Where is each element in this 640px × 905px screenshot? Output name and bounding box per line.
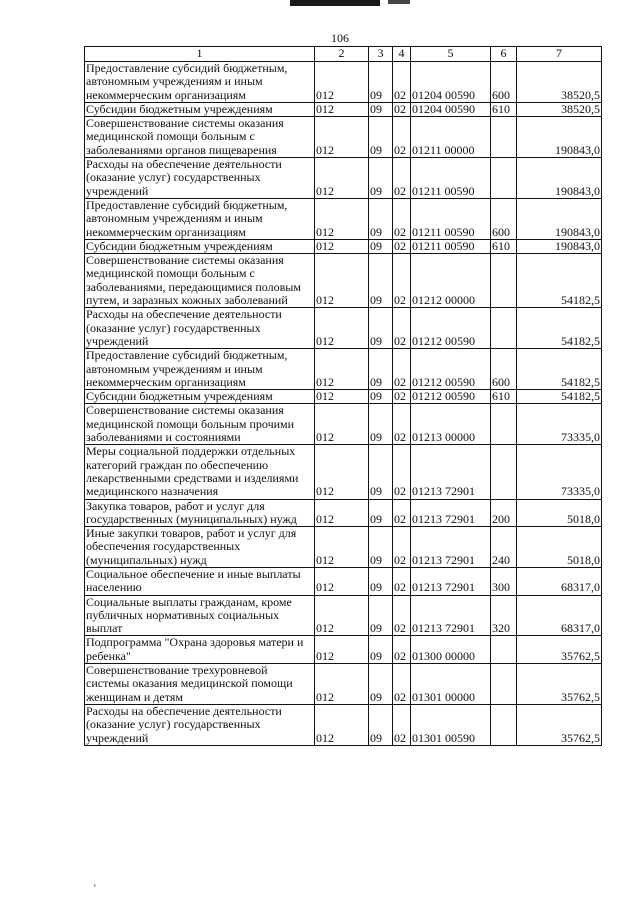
table-row [85, 527, 602, 568]
ministry-code-cell: 012 [315, 158, 369, 199]
target-article-cell: 01211 00590 [411, 158, 491, 199]
budget-table [84, 46, 602, 746]
table-body [85, 62, 602, 746]
subsection-code-cell: 02 [393, 567, 411, 595]
subsection-code-cell: 02 [393, 158, 411, 199]
amount-cell: 73335,0 [517, 404, 602, 445]
row-name-cell: Субсидии бюджетным учреждениям [85, 390, 315, 404]
section-code-cell: 09 [369, 254, 393, 308]
row-name-cell: Расходы на обеспечение деятельности (оказание услуг) государственных учреждений [85, 308, 315, 349]
subsection-code-cell: 02 [393, 102, 411, 116]
page-number: 106 [331, 31, 349, 45]
amount-cell: 35762,5 [517, 664, 602, 705]
section-code-cell: 09 [369, 102, 393, 116]
expense-type-cell [491, 664, 517, 705]
amount-cell: 190843,0 [517, 198, 602, 239]
section-code-cell: 09 [369, 527, 393, 568]
expense-type-cell: 240 [491, 527, 517, 568]
section-code-cell: 09 [369, 704, 393, 745]
expense-type-cell [491, 158, 517, 199]
target-article-cell: 01211 00590 [411, 198, 491, 239]
row-name-cell: Совершенствование системы оказания медицинской помощи больным прочими заболеваниями и состояниями [85, 404, 315, 445]
subsection-code-cell: 02 [393, 499, 411, 527]
expense-type-cell: 610 [491, 239, 517, 253]
amount-cell: 35762,5 [517, 704, 602, 745]
subsection-code-cell: 02 [393, 704, 411, 745]
target-article-cell: 01300 00000 [411, 636, 491, 664]
target-article-cell: 01301 00000 [411, 664, 491, 705]
column-header: 7 [517, 47, 602, 62]
section-code-cell: 09 [369, 595, 393, 636]
row-name-cell: Совершенствование трехуровневой системы оказания медицинской помощи женщинам и детям [85, 664, 315, 705]
table-row [85, 567, 602, 595]
target-article-cell: 01213 72901 [411, 527, 491, 568]
amount-cell: 54182,5 [517, 390, 602, 404]
target-article-cell: 01213 72901 [411, 445, 491, 499]
table-row [85, 349, 602, 390]
table-row [85, 62, 602, 103]
row-name-cell: Предоставление субсидий бюджетным, автономным учреждениям и иным некоммерческим организациям [85, 349, 315, 390]
column-header: 2 [315, 47, 369, 62]
subsection-code-cell: 02 [393, 239, 411, 253]
row-name-cell: Совершенствование системы оказания медицинской помощи больным с заболеваниями органов пищеварения [85, 117, 315, 158]
table-row [85, 636, 602, 664]
section-code-cell: 09 [369, 390, 393, 404]
ministry-code-cell: 012 [315, 198, 369, 239]
column-header: 1 [85, 47, 315, 62]
row-name-cell: Социальные выплаты гражданам, кроме публичных нормативных социальных выплат [85, 595, 315, 636]
subsection-code-cell: 02 [393, 527, 411, 568]
section-code-cell: 09 [369, 636, 393, 664]
table-row [85, 390, 602, 404]
expense-type-cell: 600 [491, 62, 517, 103]
section-code-cell: 09 [369, 308, 393, 349]
row-name-cell: Подпрограмма "Охрана здоровья матери и ребенка" [85, 636, 315, 664]
expense-type-cell [491, 308, 517, 349]
target-article-cell: 01212 00590 [411, 390, 491, 404]
subsection-code-cell: 02 [393, 636, 411, 664]
section-code-cell: 09 [369, 404, 393, 445]
amount-cell: 54182,5 [517, 308, 602, 349]
amount-cell: 38520,5 [517, 102, 602, 116]
table-row [85, 404, 602, 445]
subsection-code-cell: 02 [393, 198, 411, 239]
target-article-cell: 01204 00590 [411, 62, 491, 103]
target-article-cell: 01211 00590 [411, 239, 491, 253]
section-code-cell: 09 [369, 198, 393, 239]
scan-artifact-tick: ‘ [93, 882, 97, 894]
ministry-code-cell: 012 [315, 567, 369, 595]
row-name-cell: Иные закупки товаров, работ и услуг для обеспечения государственных (муниципальных) нужд [85, 527, 315, 568]
subsection-code-cell: 02 [393, 62, 411, 103]
table-row [85, 664, 602, 705]
ministry-code-cell: 012 [315, 664, 369, 705]
amount-cell: 5018,0 [517, 527, 602, 568]
target-article-cell: 01213 72901 [411, 499, 491, 527]
section-code-cell: 09 [369, 349, 393, 390]
row-name-cell: Социальное обеспечение и иные выплаты населению [85, 567, 315, 595]
ministry-code-cell: 012 [315, 636, 369, 664]
row-name-cell: Закупка товаров, работ и услуг для государственных (муниципальных) нужд [85, 499, 315, 527]
column-number-row [85, 47, 602, 62]
amount-cell: 38520,5 [517, 62, 602, 103]
ministry-code-cell: 012 [315, 595, 369, 636]
target-article-cell: 01213 00000 [411, 404, 491, 445]
expense-type-cell: 200 [491, 499, 517, 527]
column-header: 5 [411, 47, 491, 62]
table-row [85, 158, 602, 199]
target-article-cell: 01212 00000 [411, 254, 491, 308]
ministry-code-cell: 012 [315, 704, 369, 745]
row-name-cell: Субсидии бюджетным учреждениям [85, 239, 315, 253]
row-name-cell: Меры социальной поддержки отдельных категорий граждан по обеспечению лекарственными средствами и изделиями медицинского назначения [85, 445, 315, 499]
section-code-cell: 09 [369, 567, 393, 595]
subsection-code-cell: 02 [393, 308, 411, 349]
expense-type-cell [491, 404, 517, 445]
target-article-cell: 01211 00000 [411, 117, 491, 158]
target-article-cell: 01301 00590 [411, 704, 491, 745]
table-row [85, 595, 602, 636]
ministry-code-cell: 012 [315, 390, 369, 404]
amount-cell: 68317,0 [517, 595, 602, 636]
table-header [85, 47, 602, 62]
scan-artifact-mark [388, 0, 410, 4]
expense-type-cell [491, 445, 517, 499]
expense-type-cell [491, 704, 517, 745]
section-code-cell: 09 [369, 239, 393, 253]
ministry-code-cell: 012 [315, 254, 369, 308]
expense-type-cell [491, 254, 517, 308]
table-row [85, 445, 602, 499]
section-code-cell: 09 [369, 445, 393, 499]
ministry-code-cell: 012 [315, 499, 369, 527]
row-name-cell: Предоставление субсидий бюджетным, автономным учреждениям и иным некоммерческим организациям [85, 62, 315, 103]
row-name-cell: Расходы на обеспечение деятельности (оказание услуг) государственных учреждений [85, 704, 315, 745]
column-header: 4 [393, 47, 411, 62]
target-article-cell: 01213 72901 [411, 567, 491, 595]
section-code-cell: 09 [369, 499, 393, 527]
table-row [85, 117, 602, 158]
row-name-cell: Субсидии бюджетным учреждениям [85, 102, 315, 116]
column-header: 3 [369, 47, 393, 62]
amount-cell: 35762,5 [517, 636, 602, 664]
ministry-code-cell: 012 [315, 445, 369, 499]
ministry-code-cell: 012 [315, 102, 369, 116]
target-article-cell: 01212 00590 [411, 308, 491, 349]
ministry-code-cell: 012 [315, 117, 369, 158]
expense-type-cell [491, 636, 517, 664]
expense-type-cell: 600 [491, 198, 517, 239]
table-row [85, 704, 602, 745]
ministry-code-cell: 012 [315, 527, 369, 568]
subsection-code-cell: 02 [393, 390, 411, 404]
amount-cell: 190843,0 [517, 239, 602, 253]
section-code-cell: 09 [369, 158, 393, 199]
ministry-code-cell: 012 [315, 349, 369, 390]
subsection-code-cell: 02 [393, 404, 411, 445]
expense-type-cell: 300 [491, 567, 517, 595]
table-row [85, 254, 602, 308]
ministry-code-cell: 012 [315, 404, 369, 445]
scan-artifact-bar [290, 0, 380, 6]
subsection-code-cell: 02 [393, 254, 411, 308]
expense-type-cell [491, 117, 517, 158]
table-row [85, 198, 602, 239]
subsection-code-cell: 02 [393, 117, 411, 158]
target-article-cell: 01204 00590 [411, 102, 491, 116]
table-row [85, 102, 602, 116]
table-row [85, 239, 602, 253]
expense-type-cell: 610 [491, 390, 517, 404]
amount-cell: 54182,5 [517, 349, 602, 390]
row-name-cell: Предоставление субсидий бюджетным, автономным учреждениям и иным некоммерческим организациям [85, 198, 315, 239]
section-code-cell: 09 [369, 117, 393, 158]
column-header: 6 [491, 47, 517, 62]
ministry-code-cell: 012 [315, 239, 369, 253]
row-name-cell: Расходы на обеспечение деятельности (оказание услуг) государственных учреждений [85, 158, 315, 199]
section-code-cell: 09 [369, 664, 393, 705]
amount-cell: 54182,5 [517, 254, 602, 308]
subsection-code-cell: 02 [393, 664, 411, 705]
expense-type-cell: 610 [491, 102, 517, 116]
expense-type-cell: 320 [491, 595, 517, 636]
amount-cell: 68317,0 [517, 567, 602, 595]
subsection-code-cell: 02 [393, 595, 411, 636]
amount-cell: 5018,0 [517, 499, 602, 527]
ministry-code-cell: 012 [315, 308, 369, 349]
table-row [85, 308, 602, 349]
row-name-cell: Совершенствование системы оказания медицинской помощи больным с заболеваниями, передающимися половым путем, и заразных кожных заболеваний [85, 254, 315, 308]
amount-cell: 190843,0 [517, 117, 602, 158]
section-code-cell: 09 [369, 62, 393, 103]
subsection-code-cell: 02 [393, 445, 411, 499]
amount-cell: 73335,0 [517, 445, 602, 499]
ministry-code-cell: 012 [315, 62, 369, 103]
target-article-cell: 01213 72901 [411, 595, 491, 636]
table-row [85, 499, 602, 527]
amount-cell: 190843,0 [517, 158, 602, 199]
expense-type-cell: 600 [491, 349, 517, 390]
target-article-cell: 01212 00590 [411, 349, 491, 390]
subsection-code-cell: 02 [393, 349, 411, 390]
